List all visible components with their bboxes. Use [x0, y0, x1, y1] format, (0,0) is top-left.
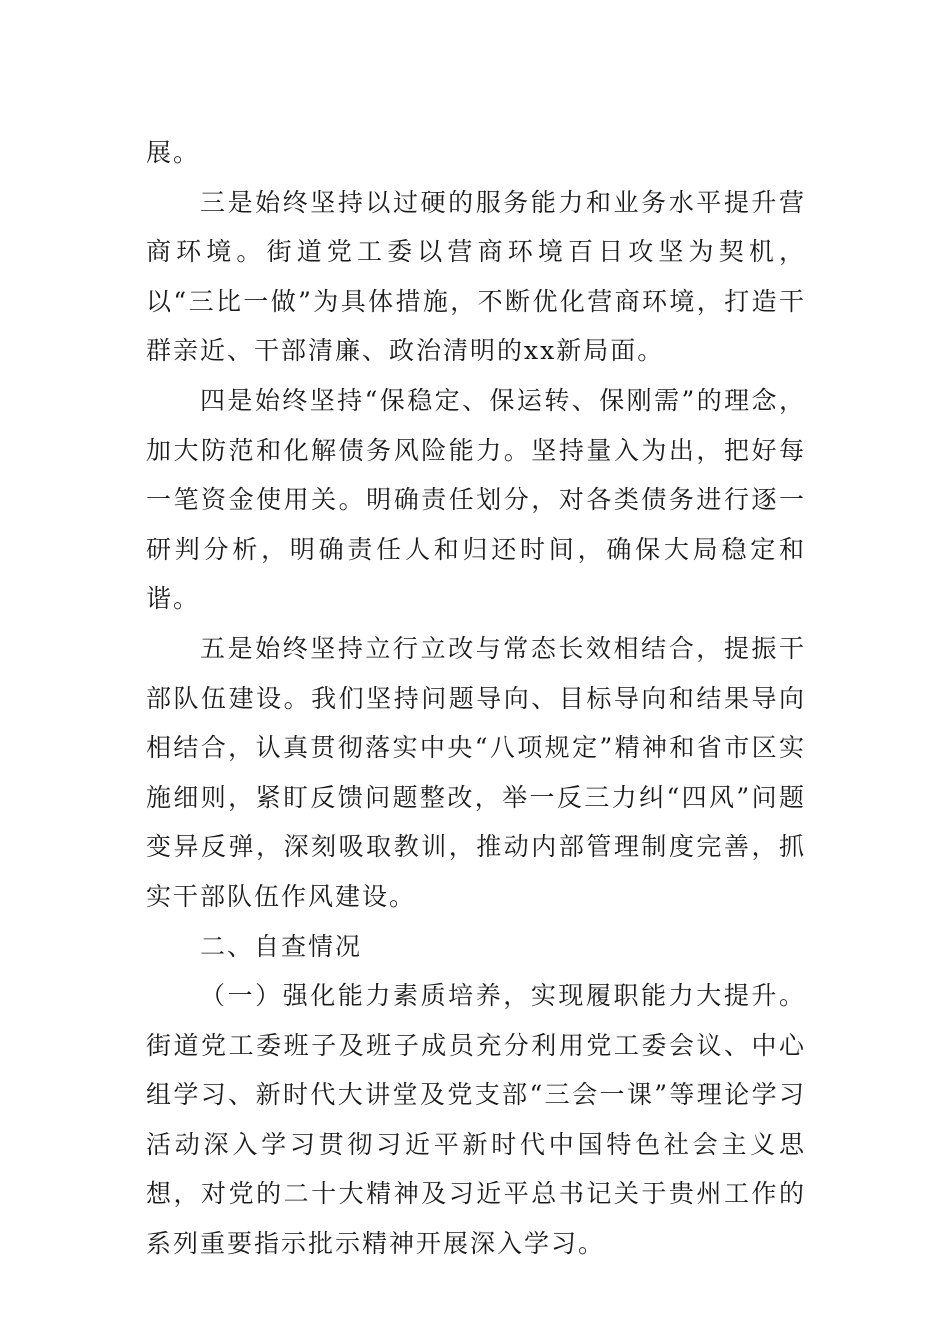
paragraph-subsection-one: （一）强化能力素质培养，实现履职能力大提升。街道党工委班子及班子成员充分利用党工委会议、中心组学习、新时代大讲堂及党支部“三会一课”等理论学习活动深入学习贯彻习近平新时代中国特色社会主义思想，对党的二十大精神及习近平总书记关于贵州工作的系列重要指示批示精神开展深入学习。 [146, 981, 806, 1259]
paragraph-point-three: 三是始终坚持以过硬的服务能力和业务水平提升营商环境。街道党工委以营商环境百日攻坚为契机，以“三比一做”为具体措施，不断优化营商环境，打造干群亲近、干部清廉、政治清明的xx新局面。 [146, 187, 806, 366]
section-heading-self-check: 二、自查情况 [200, 931, 363, 961]
paragraph-point-four: 四是始终坚持“保稳定、保运转、保刚需”的理念，加大防范和化解债务风险能力。坚持量入为出，把好每一笔资金使用关。明确责任划分，对各类债务进行逐一研判分析，明确责任人和归还时间，确保大局稳定和谐。 [146, 385, 806, 614]
paragraph-point-five: 五是始终坚持立行立改与常态长效相结合，提振干部队伍建设。我们坚持问题导向、目标导向和结果导向相结合，认真贯彻落实中央“八项规定”精神和省市区实施细则，紧盯反馈问题整改，举一反三力纠“四风”问题变异反弹，深刻吸取教训，推动内部管理制度完善，抓实干部队伍作风建设。 [146, 633, 806, 911]
document-body [146, 128, 806, 1269]
paragraph-continuation: 展。 [146, 138, 201, 167]
